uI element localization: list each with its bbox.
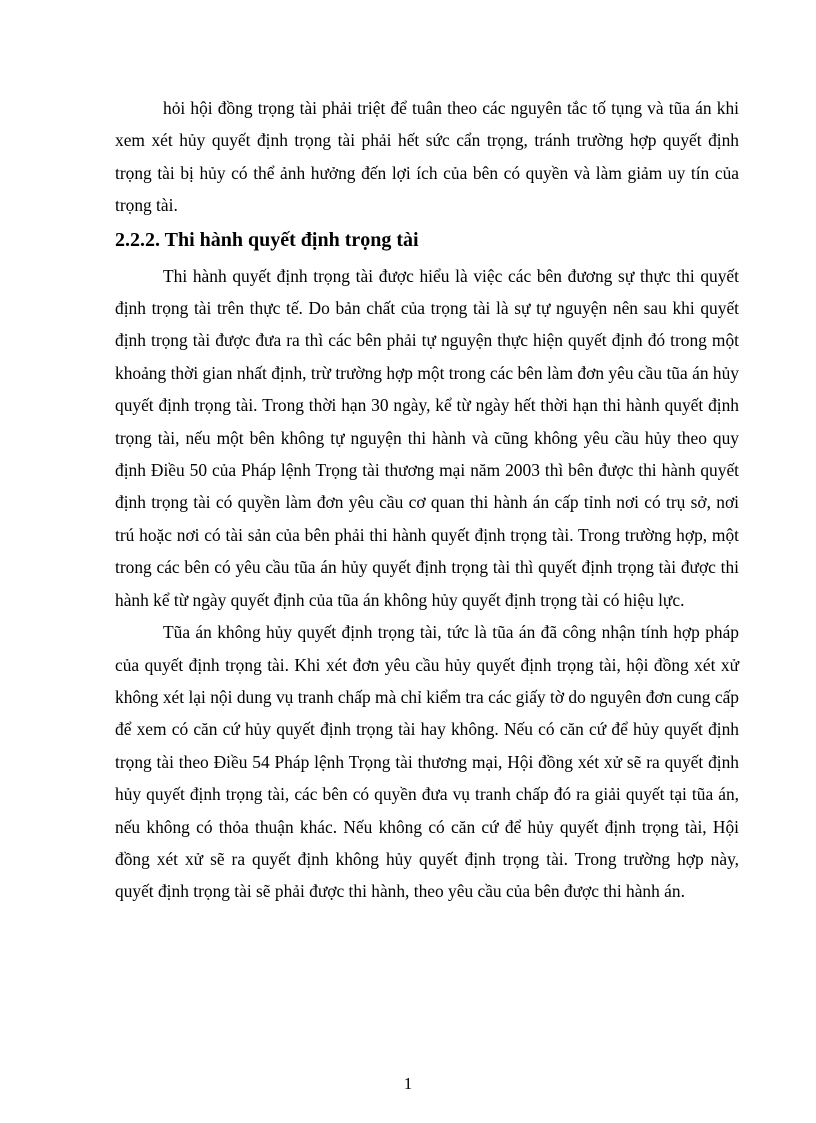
document-page bbox=[115, 92, 739, 908]
body-paragraph: Thi hành quyết định trọng tài được hiểu là việc các bên đương sự thực thi quyết định trọng tài trên thực tế. Do bản chất của trọng tài là sự tự nguyện nên sau khi quyết định trọng tài được đưa ra thì các bên phải tự nguyện thực hiện quyết định đó trong một khoảng thời gian nhất định, trừ trường hợp một trong các bên làm đơn yêu cầu tũa án hủy quyết định trọng tài. Trong thời hạn 30 ngày, kể từ ngày hết thời hạn thi hành quyết định trọng tài, nếu một bên không tự nguyện thi hành và cũng không yêu cầu hủy theo quy định Điều 50 của Pháp lệnh Trọng tài thương mại năm 2003 thì bên được thi hành quyết định trọng tài có quyền làm đơn yêu cầu cơ quan thi hành án cấp tỉnh nơi có trụ sở, nơi trú hoặc nơi có tài sản của bên phải thi hành quyết định trọng tài. Trong trường hợp, một trong các bên có yêu cầu tũa án hủy quyết định trọng tài thì quyết định trọng tài được thi hành kể từ ngày quyết định của tũa án không hủy quyết định trọng tài có hiệu lực. bbox=[115, 265, 739, 610]
body-paragraph-continued: hỏi hội đồng trọng tài phải triệt để tuân theo các nguyên tắc tố tụng và tũa án khi xem xét hủy quyết định trọng tài phải hết sức cẩn trọng, tránh trường hợp quyết định trọng tài bị hủy có thể ảnh hưởng đến lợi ích của bên có quyền và làm giảm uy tín của trọng tài. bbox=[115, 98, 739, 216]
page-number: 1 bbox=[403, 1074, 413, 1093]
section-heading: 2.2.2. Thi hành quyết định trọng tài bbox=[115, 228, 419, 251]
body-paragraph: Tũa án không hủy quyết định trọng tài, tức là tũa án đã công nhận tính hợp pháp của quyết định trọng tài. Khi xét đơn yêu cầu hủy quyết định trọng tài, hội đồng xét xử không xét lại nội dung vụ tranh chấp mà chỉ kiểm tra các giấy tờ do nguyên đơn cung cấp để xem có căn cứ hủy quyết định trọng tài hay không. Nếu có căn cứ để hủy quyết định trọng tài theo Điều 54 Pháp lệnh Trọng tài thương mại, Hội đồng xét xử sẽ ra quyết định hủy quyết định trọng tài, các bên có quyền đưa vụ tranh chấp đó ra giải quyết tại tũa án, nếu không có thỏa thuận khác. Nếu không có căn cứ để hủy quyết định trọng tài, Hội đồng xét xử sẽ ra quyết định không hủy quyết định trọng tài. Trong trường hợp này, quyết định trọng tài sẽ phải được thi hành, theo yêu cầu của bên được thi hành án. bbox=[115, 622, 739, 902]
